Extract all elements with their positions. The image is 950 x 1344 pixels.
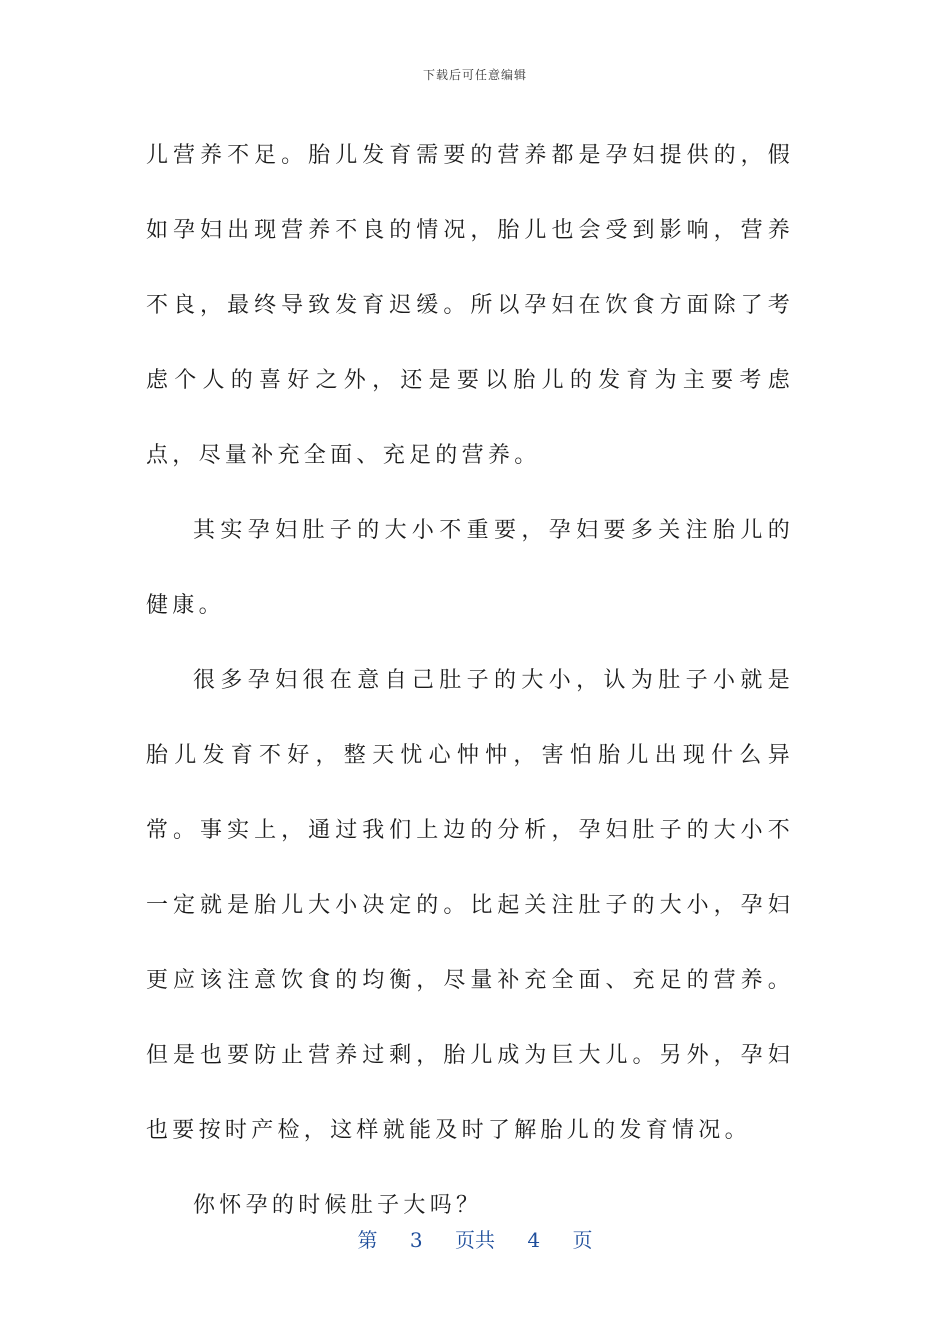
footer-middle: 页共 xyxy=(455,1228,495,1252)
footer-current-page: 3 xyxy=(409,1228,423,1252)
paragraph-4: 你怀孕的时候肚子大吗？ xyxy=(193,1193,483,1218)
paragraph-2: 其实孕妇肚子的大小不重要，孕妇要多关注胎儿的健康。 xyxy=(146,518,794,618)
page-footer xyxy=(0,1224,950,1253)
header-note: 下载后可任意编辑 xyxy=(422,68,527,82)
footer-suffix: 页 xyxy=(572,1228,593,1252)
paragraph-3: 很多孕妇很在意自己肚子的大小，认为肚子小就是胎儿发育不好，整天忧心忡忡，害怕胎儿出现什么异常。事实上，通过我们上边的分析，孕妇肚子的大小不一定就是胎儿大小决定的。比起关注肚子的大小，孕妇更应该注意饮食的均衡，尽量补充全面、充足的营养。但是也要防止营养过剩，胎儿成为巨大儿。另外，孕妇也要按时产检，这样就能及时了解胎儿的发育情况。 xyxy=(146,668,794,1143)
footer-total-pages: 4 xyxy=(527,1228,541,1252)
footer-prefix: 第 xyxy=(357,1228,378,1252)
paragraph-1: 儿营养不足。胎儿发育需要的营养都是孕妇提供的，假如孕妇出现营养不良的情况，胎儿也会受到影响，营养不良，最终导致发育迟缓。所以孕妇在饮食方面除了考虑个人的喜好之外，还是要以胎儿的发育为主要考虑点，尽量补充全面、充足的营养。 xyxy=(146,143,794,468)
document-body xyxy=(146,118,794,1243)
